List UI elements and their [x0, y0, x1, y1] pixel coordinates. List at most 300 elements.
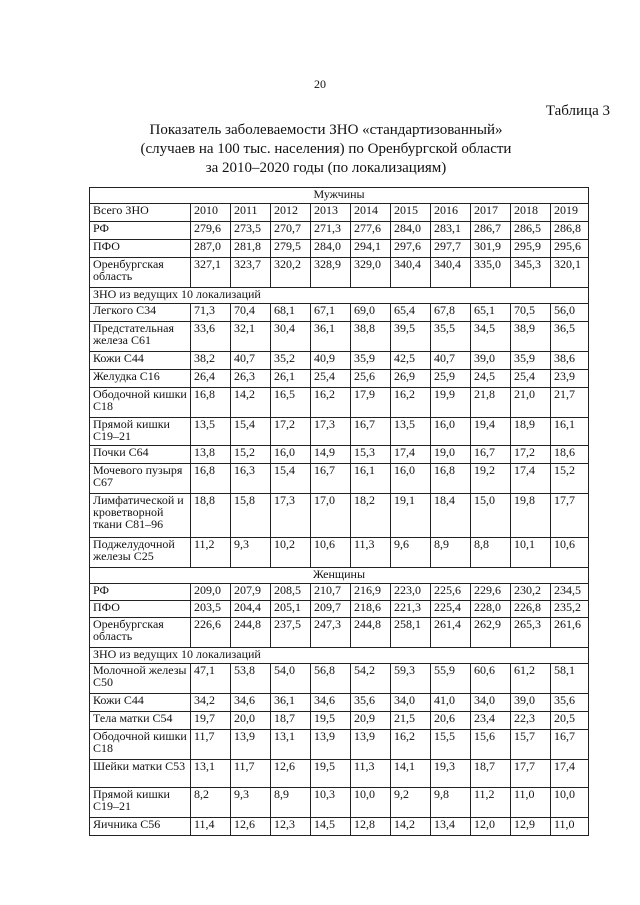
years-header-row — [90, 204, 589, 222]
value-cell: 68,1 — [271, 304, 311, 322]
value-cell: 12,0 — [471, 818, 511, 836]
row-label: Мочевого пузыря С67 — [90, 464, 191, 494]
value-cell: 216,9 — [351, 584, 391, 601]
value-cell: 286,7 — [471, 222, 511, 240]
value-cell: 65,4 — [391, 304, 431, 322]
value-cell: 13,8 — [191, 446, 231, 464]
value-cell: 15,6 — [471, 730, 511, 760]
value-cell: 56,0 — [551, 304, 589, 322]
value-cell: 225,6 — [431, 584, 471, 601]
value-cell: 10,0 — [551, 788, 589, 818]
title-line: Показатель заболеваемости ЗНО «стандартизованный» — [149, 122, 503, 138]
value-cell: 70,5 — [511, 304, 551, 322]
value-cell: 244,8 — [231, 618, 271, 648]
value-cell: 13,1 — [271, 730, 311, 760]
value-cell: 47,1 — [191, 664, 231, 694]
value-cell: 20,9 — [351, 712, 391, 730]
value-cell: 209,0 — [191, 584, 231, 601]
table-row — [90, 760, 589, 788]
value-cell: 271,3 — [311, 222, 351, 240]
value-cell: 11,7 — [191, 730, 231, 760]
value-cell: 8,9 — [271, 788, 311, 818]
value-cell: 16,8 — [191, 464, 231, 494]
value-cell: 34,0 — [471, 694, 511, 712]
value-cell: 23,4 — [471, 712, 511, 730]
row-label: Тела матки С54 — [90, 712, 191, 730]
table-row — [90, 601, 589, 618]
value-cell: 16,8 — [191, 388, 231, 418]
value-cell: 34,6 — [231, 694, 271, 712]
table-row — [90, 694, 589, 712]
value-cell: 13,1 — [191, 760, 231, 788]
value-cell: 229,6 — [471, 584, 511, 601]
year-cell: 2013 — [311, 204, 351, 222]
value-cell: 53,8 — [231, 664, 271, 694]
year-cell: 2014 — [351, 204, 391, 222]
value-cell: 10,0 — [351, 788, 391, 818]
row-label: Почки С64 — [90, 446, 191, 464]
value-cell: 286,5 — [511, 222, 551, 240]
value-cell: 22,3 — [511, 712, 551, 730]
row-label: Легкого С34 — [90, 304, 191, 322]
value-cell: 65,1 — [471, 304, 511, 322]
value-cell: 26,1 — [271, 370, 311, 388]
value-cell: 281,8 — [231, 240, 271, 258]
table-row — [90, 788, 589, 818]
value-cell: 19,3 — [431, 760, 471, 788]
table-row — [90, 618, 589, 648]
value-cell: 287,0 — [191, 240, 231, 258]
row-label: ПФО — [90, 601, 191, 618]
value-cell: 15,7 — [511, 730, 551, 760]
table-title — [96, 121, 556, 178]
value-cell: 15,4 — [271, 464, 311, 494]
value-cell: 210,7 — [311, 584, 351, 601]
value-cell: 297,7 — [431, 240, 471, 258]
value-cell: 9,8 — [431, 788, 471, 818]
section-row — [90, 188, 589, 204]
value-cell: 40,7 — [231, 352, 271, 370]
value-cell: 320,1 — [551, 258, 589, 288]
table-row — [90, 712, 589, 730]
value-cell: 13,9 — [231, 730, 271, 760]
value-cell: 35,9 — [351, 352, 391, 370]
value-cell: 14,5 — [311, 818, 351, 836]
value-cell: 26,3 — [231, 370, 271, 388]
value-cell: 286,8 — [551, 222, 589, 240]
row-label: Поджелудочной железы С25 — [90, 538, 191, 568]
value-cell: 56,8 — [311, 664, 351, 694]
value-cell: 21,0 — [511, 388, 551, 418]
value-cell: 19,9 — [431, 388, 471, 418]
row-label: Шейки матки С53 — [90, 760, 191, 788]
value-cell: 38,2 — [191, 352, 231, 370]
value-cell: 17,3 — [271, 494, 311, 538]
value-cell: 24,5 — [471, 370, 511, 388]
value-cell: 15,2 — [231, 446, 271, 464]
year-cell: 2018 — [511, 204, 551, 222]
value-cell: 60,6 — [471, 664, 511, 694]
value-cell: 226,6 — [191, 618, 231, 648]
value-cell: 234,5 — [551, 584, 589, 601]
value-cell: 11,4 — [191, 818, 231, 836]
value-cell: 21,5 — [391, 712, 431, 730]
year-cell: 2015 — [391, 204, 431, 222]
row-label: Прямой кишки С19–21 — [90, 788, 191, 818]
value-cell: 17,4 — [551, 760, 589, 788]
value-cell: 16,7 — [471, 446, 511, 464]
value-cell: 25,9 — [431, 370, 471, 388]
value-cell: 13,5 — [191, 418, 231, 446]
value-cell: 18,6 — [551, 446, 589, 464]
value-cell: 20,0 — [231, 712, 271, 730]
row-label: РФ — [90, 584, 191, 601]
value-cell: 14,9 — [311, 446, 351, 464]
table-row — [90, 584, 589, 601]
value-cell: 295,6 — [551, 240, 589, 258]
value-cell: 277,6 — [351, 222, 391, 240]
year-cell: 2016 — [431, 204, 471, 222]
value-cell: 19,2 — [471, 464, 511, 494]
value-cell: 340,4 — [391, 258, 431, 288]
years-header-label: Всего ЗНО — [90, 204, 191, 222]
value-cell: 218,6 — [351, 601, 391, 618]
value-cell: 14,1 — [391, 760, 431, 788]
row-label: Лимфатической и кроветворной ткани С81–96 — [90, 494, 191, 538]
value-cell: 16,2 — [391, 730, 431, 760]
subsection-row — [90, 648, 589, 664]
value-cell: 16,2 — [391, 388, 431, 418]
value-cell: 41,0 — [431, 694, 471, 712]
value-cell: 284,0 — [391, 222, 431, 240]
value-cell: 30,4 — [271, 322, 311, 352]
table-row — [90, 258, 589, 288]
value-cell: 265,3 — [511, 618, 551, 648]
value-cell: 17,7 — [511, 760, 551, 788]
value-cell: 26,4 — [191, 370, 231, 388]
value-cell: 10,6 — [311, 538, 351, 568]
value-cell: 258,1 — [391, 618, 431, 648]
value-cell: 25,6 — [351, 370, 391, 388]
value-cell: 16,0 — [391, 464, 431, 494]
value-cell: 279,5 — [271, 240, 311, 258]
value-cell: 12,9 — [511, 818, 551, 836]
value-cell: 10,3 — [311, 788, 351, 818]
title-line: (случаев на 100 тыс. населения) по Оренбургской области — [140, 141, 512, 157]
value-cell: 12,6 — [271, 760, 311, 788]
value-cell: 34,0 — [391, 694, 431, 712]
value-cell: 36,5 — [551, 322, 589, 352]
value-cell: 203,5 — [191, 601, 231, 618]
title-line: за 2010–2020 годы (по локализациям) — [205, 160, 447, 176]
value-cell: 329,0 — [351, 258, 391, 288]
value-cell: 18,9 — [511, 418, 551, 446]
value-cell: 283,1 — [431, 222, 471, 240]
value-cell: 67,1 — [311, 304, 351, 322]
value-cell: 19,5 — [311, 760, 351, 788]
value-cell: 13,5 — [391, 418, 431, 446]
table-row — [90, 352, 589, 370]
value-cell: 34,2 — [191, 694, 231, 712]
value-cell: 230,2 — [511, 584, 551, 601]
table-row — [90, 494, 589, 538]
row-label: РФ — [90, 222, 191, 240]
value-cell: 228,0 — [471, 601, 511, 618]
value-cell: 59,3 — [391, 664, 431, 694]
value-cell: 273,5 — [231, 222, 271, 240]
table-row — [90, 240, 589, 258]
value-cell: 40,9 — [311, 352, 351, 370]
value-cell: 35,6 — [351, 694, 391, 712]
row-label: Предстательная железа С61 — [90, 322, 191, 352]
value-cell: 15,8 — [231, 494, 271, 538]
value-cell: 18,2 — [351, 494, 391, 538]
value-cell: 8,9 — [431, 538, 471, 568]
value-cell: 226,8 — [511, 601, 551, 618]
value-cell: 328,9 — [311, 258, 351, 288]
value-cell: 54,0 — [271, 664, 311, 694]
value-cell: 15,3 — [351, 446, 391, 464]
value-cell: 61,2 — [511, 664, 551, 694]
table-row — [90, 730, 589, 760]
value-cell: 17,9 — [351, 388, 391, 418]
value-cell: 209,7 — [311, 601, 351, 618]
value-cell: 295,9 — [511, 240, 551, 258]
value-cell: 9,2 — [391, 788, 431, 818]
value-cell: 17,4 — [511, 464, 551, 494]
value-cell: 36,1 — [271, 694, 311, 712]
table-row — [90, 464, 589, 494]
value-cell: 16,8 — [431, 464, 471, 494]
value-cell: 237,5 — [271, 618, 311, 648]
value-cell: 55,9 — [431, 664, 471, 694]
value-cell: 16,1 — [351, 464, 391, 494]
table-row — [90, 370, 589, 388]
table-row — [90, 538, 589, 568]
value-cell: 17,2 — [511, 446, 551, 464]
row-label: Ободочной кишки С18 — [90, 730, 191, 760]
value-cell: 19,8 — [511, 494, 551, 538]
value-cell: 35,2 — [271, 352, 311, 370]
value-cell: 17,4 — [391, 446, 431, 464]
value-cell: 15,2 — [551, 464, 589, 494]
value-cell: 205,1 — [271, 601, 311, 618]
value-cell: 12,8 — [351, 818, 391, 836]
value-cell: 327,1 — [191, 258, 231, 288]
value-cell: 208,5 — [271, 584, 311, 601]
section-row — [90, 568, 589, 584]
table-row — [90, 418, 589, 446]
value-cell: 261,6 — [551, 618, 589, 648]
section-header: Мужчины — [90, 188, 589, 204]
value-cell: 297,6 — [391, 240, 431, 258]
value-cell: 340,4 — [431, 258, 471, 288]
value-cell: 18,7 — [471, 760, 511, 788]
value-cell: 235,2 — [551, 601, 589, 618]
value-cell: 54,2 — [351, 664, 391, 694]
value-cell: 17,0 — [311, 494, 351, 538]
row-label: Оренбургская область — [90, 618, 191, 648]
section-header: Женщины — [90, 568, 589, 584]
value-cell: 10,1 — [511, 538, 551, 568]
value-cell: 58,1 — [551, 664, 589, 694]
value-cell: 12,3 — [271, 818, 311, 836]
table-row — [90, 664, 589, 694]
row-label: Желудка С16 — [90, 370, 191, 388]
year-cell: 2011 — [231, 204, 271, 222]
subsection-header: ЗНО из ведущих 10 локализаций — [90, 648, 589, 664]
subsection-row — [90, 288, 589, 304]
subsection-header: ЗНО из ведущих 10 локализаций — [90, 288, 589, 304]
value-cell: 14,2 — [231, 388, 271, 418]
value-cell: 14,2 — [391, 818, 431, 836]
value-cell: 262,9 — [471, 618, 511, 648]
value-cell: 40,7 — [431, 352, 471, 370]
value-cell: 18,7 — [271, 712, 311, 730]
value-cell: 270,7 — [271, 222, 311, 240]
value-cell: 207,9 — [231, 584, 271, 601]
value-cell: 247,3 — [311, 618, 351, 648]
incidence-table — [89, 187, 589, 836]
value-cell: 13,9 — [311, 730, 351, 760]
value-cell: 38,6 — [551, 352, 589, 370]
value-cell: 11,2 — [191, 538, 231, 568]
table-row — [90, 304, 589, 322]
value-cell: 15,0 — [471, 494, 511, 538]
value-cell: 35,9 — [511, 352, 551, 370]
value-cell: 23,9 — [551, 370, 589, 388]
value-cell: 70,4 — [231, 304, 271, 322]
value-cell: 25,4 — [311, 370, 351, 388]
value-cell: 12,6 — [231, 818, 271, 836]
value-cell: 13,9 — [351, 730, 391, 760]
row-label: Оренбургская область — [90, 258, 191, 288]
value-cell: 11,3 — [351, 760, 391, 788]
value-cell: 38,8 — [351, 322, 391, 352]
value-cell: 9,3 — [231, 788, 271, 818]
value-cell: 18,8 — [191, 494, 231, 538]
value-cell: 11,7 — [231, 760, 271, 788]
value-cell: 16,7 — [311, 464, 351, 494]
value-cell: 301,9 — [471, 240, 511, 258]
year-cell: 2012 — [271, 204, 311, 222]
value-cell: 16,1 — [551, 418, 589, 446]
value-cell: 10,6 — [551, 538, 589, 568]
year-cell: 2017 — [471, 204, 511, 222]
value-cell: 345,3 — [511, 258, 551, 288]
value-cell: 320,2 — [271, 258, 311, 288]
value-cell: 11,0 — [511, 788, 551, 818]
value-cell: 39,0 — [511, 694, 551, 712]
row-label: Молочной железы С50 — [90, 664, 191, 694]
value-cell: 36,1 — [311, 322, 351, 352]
value-cell: 11,2 — [471, 788, 511, 818]
value-cell: 16,0 — [431, 418, 471, 446]
value-cell: 21,7 — [551, 388, 589, 418]
value-cell: 33,6 — [191, 322, 231, 352]
value-cell: 223,0 — [391, 584, 431, 601]
value-cell: 10,2 — [271, 538, 311, 568]
value-cell: 16,7 — [351, 418, 391, 446]
value-cell: 17,3 — [311, 418, 351, 446]
value-cell: 38,9 — [511, 322, 551, 352]
value-cell: 9,3 — [231, 538, 271, 568]
value-cell: 11,3 — [351, 538, 391, 568]
value-cell: 16,3 — [231, 464, 271, 494]
value-cell: 16,2 — [311, 388, 351, 418]
value-cell: 204,4 — [231, 601, 271, 618]
value-cell: 35,5 — [431, 322, 471, 352]
value-cell: 284,0 — [311, 240, 351, 258]
value-cell: 34,6 — [311, 694, 351, 712]
value-cell: 19,4 — [471, 418, 511, 446]
table-label: Таблица 3 — [545, 103, 610, 119]
value-cell: 221,3 — [391, 601, 431, 618]
table-row — [90, 222, 589, 240]
value-cell: 69,0 — [351, 304, 391, 322]
value-cell: 16,7 — [551, 730, 589, 760]
value-cell: 19,1 — [391, 494, 431, 538]
value-cell: 39,0 — [471, 352, 511, 370]
row-label: Кожи С44 — [90, 352, 191, 370]
year-cell: 2010 — [191, 204, 231, 222]
value-cell: 42,5 — [391, 352, 431, 370]
value-cell: 279,6 — [191, 222, 231, 240]
value-cell: 16,5 — [271, 388, 311, 418]
year-cell: 2019 — [551, 204, 589, 222]
value-cell: 34,5 — [471, 322, 511, 352]
value-cell: 323,7 — [231, 258, 271, 288]
value-cell: 35,6 — [551, 694, 589, 712]
value-cell: 225,4 — [431, 601, 471, 618]
value-cell: 15,4 — [231, 418, 271, 446]
value-cell: 18,4 — [431, 494, 471, 538]
value-cell: 11,0 — [551, 818, 589, 836]
value-cell: 17,2 — [271, 418, 311, 446]
row-label: Прямой кишки С19–21 — [90, 418, 191, 446]
table-row — [90, 388, 589, 418]
value-cell: 39,5 — [391, 322, 431, 352]
value-cell: 19,0 — [431, 446, 471, 464]
table-row — [90, 322, 589, 352]
value-cell: 17,7 — [551, 494, 589, 538]
value-cell: 20,6 — [431, 712, 471, 730]
value-cell: 15,5 — [431, 730, 471, 760]
value-cell: 19,5 — [311, 712, 351, 730]
table-row — [90, 446, 589, 464]
value-cell: 9,6 — [391, 538, 431, 568]
value-cell: 20,5 — [551, 712, 589, 730]
row-label: Яичника С56 — [90, 818, 191, 836]
table-row — [90, 818, 589, 836]
value-cell: 32,1 — [231, 322, 271, 352]
value-cell: 13,4 — [431, 818, 471, 836]
value-cell: 16,0 — [271, 446, 311, 464]
row-label: Ободочной кишки С18 — [90, 388, 191, 418]
value-cell: 67,8 — [431, 304, 471, 322]
row-label: ПФО — [90, 240, 191, 258]
row-label: Кожи С44 — [90, 694, 191, 712]
value-cell: 26,9 — [391, 370, 431, 388]
value-cell: 21,8 — [471, 388, 511, 418]
value-cell: 8,2 — [191, 788, 231, 818]
value-cell: 19,7 — [191, 712, 231, 730]
value-cell: 244,8 — [351, 618, 391, 648]
value-cell: 71,3 — [191, 304, 231, 322]
value-cell: 294,1 — [351, 240, 391, 258]
page-number: 20 — [314, 77, 326, 91]
value-cell: 335,0 — [471, 258, 511, 288]
